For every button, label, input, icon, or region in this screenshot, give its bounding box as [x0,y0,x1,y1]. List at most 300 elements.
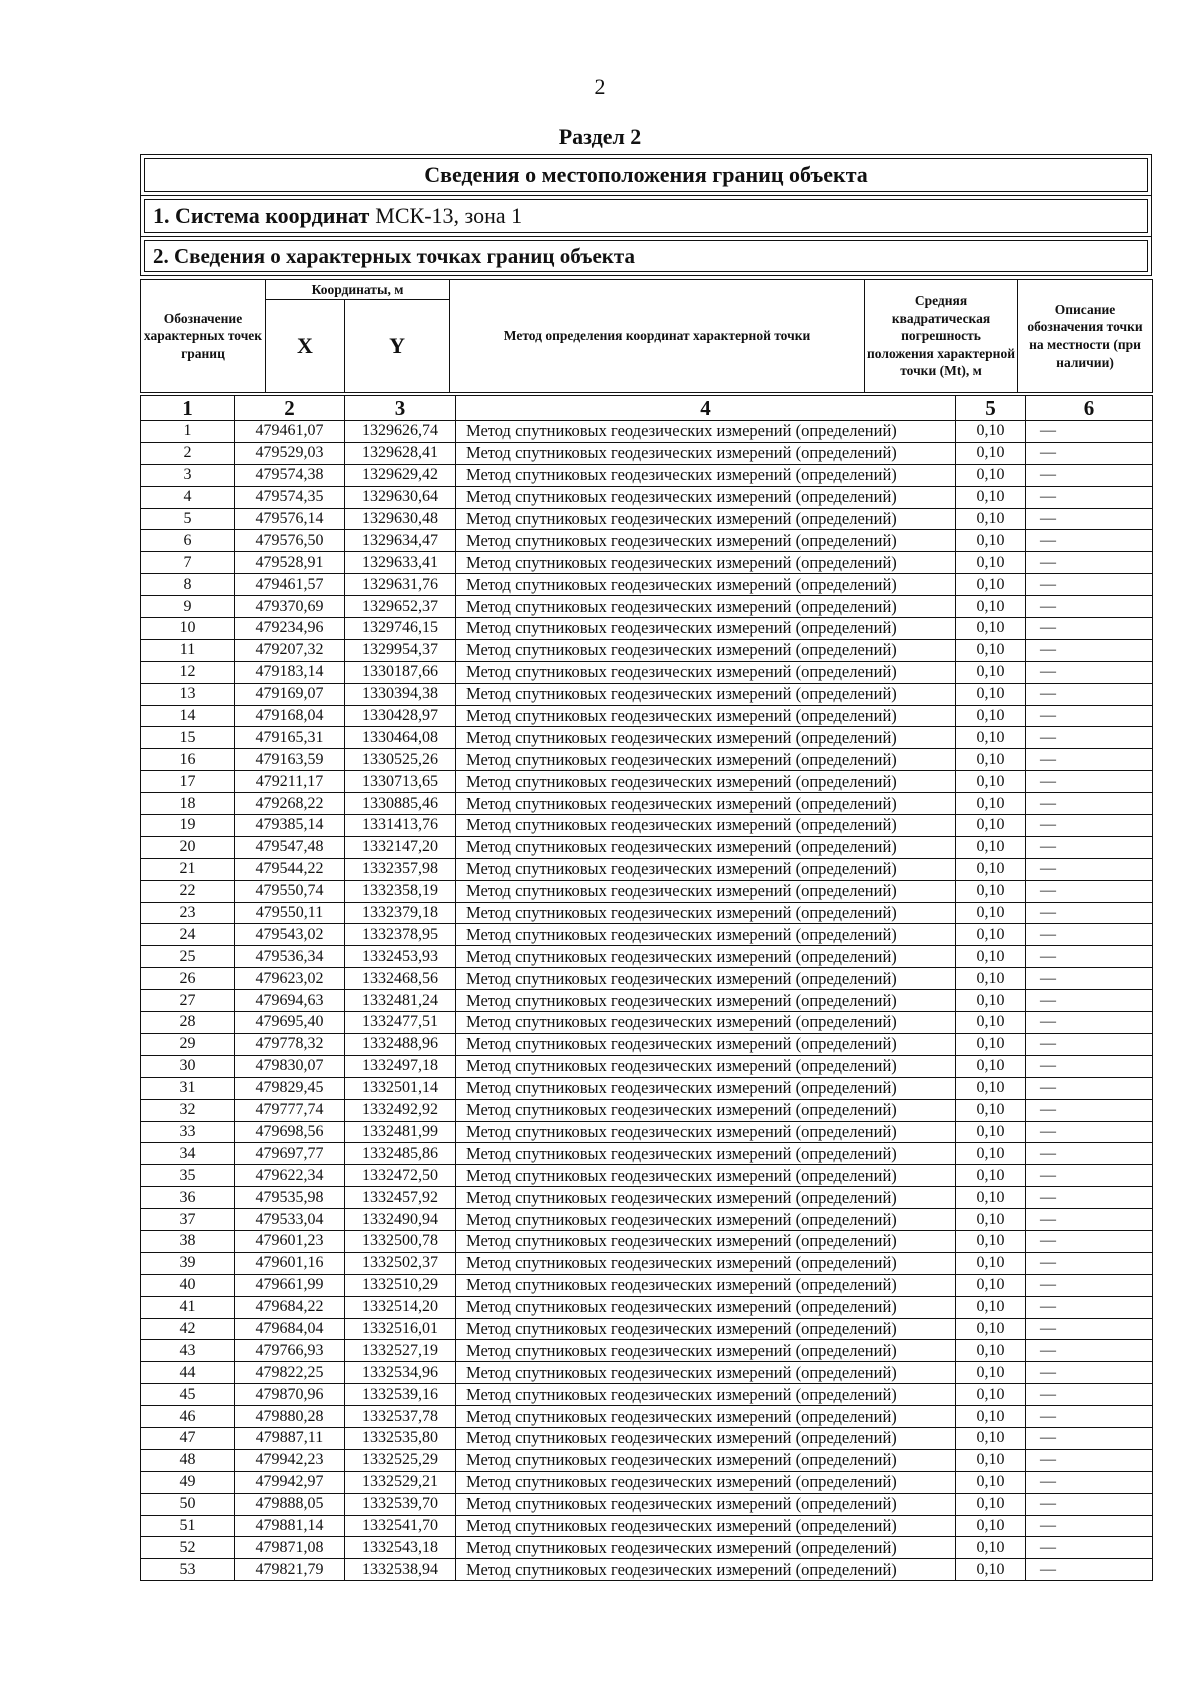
error-cell: 0,10 [956,1252,1026,1274]
description-cell: — [1026,618,1153,640]
point-number: 5 [141,508,235,530]
table-row [141,683,1153,705]
error-cell: 0,10 [956,727,1026,749]
table-row [141,749,1153,771]
coord-x: 479778,32 [235,1033,345,1055]
table-row [141,442,1153,464]
description-cell: — [1026,727,1153,749]
point-number: 29 [141,1033,235,1055]
coord-x: 479880,28 [235,1406,345,1428]
coord-x: 479385,14 [235,815,345,837]
coord-x: 479165,31 [235,727,345,749]
method-cell: Метод спутниковых геодезических измерений (определений) [456,1406,956,1428]
error-cell: 0,10 [956,858,1026,880]
table-row [141,552,1153,574]
table-row [141,1230,1153,1252]
coord-y: 1332525,29 [345,1449,456,1471]
error-cell: 0,10 [956,574,1026,596]
table-row [141,793,1153,815]
coord-y: 1332453,93 [345,946,456,968]
error-cell: 0,10 [956,1187,1026,1209]
error-cell: 0,10 [956,1515,1026,1537]
point-number: 39 [141,1252,235,1274]
table-row [141,1143,1153,1165]
error-cell: 0,10 [956,749,1026,771]
description-cell: — [1026,486,1153,508]
coord-x: 479601,23 [235,1230,345,1252]
coord-system-box [140,195,1152,237]
method-cell: Метод спутниковых геодезических измерений (определений) [456,705,956,727]
table-row [141,836,1153,858]
error-cell: 0,10 [956,1165,1026,1187]
description-cell: — [1026,1406,1153,1428]
description-cell: — [1026,661,1153,683]
coord-y: 1332538,94 [345,1559,456,1581]
method-cell: Метод спутниковых геодезических измерений (определений) [456,1493,956,1515]
point-number: 36 [141,1187,235,1209]
method-cell: Метод спутниковых геодезических измерений (определений) [456,1384,956,1406]
error-cell: 0,10 [956,1362,1026,1384]
point-number: 23 [141,902,235,924]
coord-y: 1332539,16 [345,1384,456,1406]
description-cell: — [1026,552,1153,574]
method-cell: Метод спутниковых геодезических измерений (определений) [456,946,956,968]
point-number: 52 [141,1537,235,1559]
coord-y: 1329630,48 [345,508,456,530]
description-cell: — [1026,1099,1153,1121]
error-cell: 0,10 [956,683,1026,705]
table-row [141,1515,1153,1537]
method-cell: Метод спутниковых геодезических измерений (определений) [456,1362,956,1384]
points-title: 2. Сведения о характерных точках границ объекта [153,243,635,268]
table-row [141,858,1153,880]
coord-x: 479574,35 [235,486,345,508]
point-number: 13 [141,683,235,705]
description-cell: — [1026,815,1153,837]
method-cell: Метод спутниковых геодезических измерений (определений) [456,836,956,858]
table-row [141,946,1153,968]
coord-y: 1332534,96 [345,1362,456,1384]
error-cell: 0,10 [956,1012,1026,1034]
coord-x: 479821,79 [235,1559,345,1581]
error-cell: 0,10 [956,1340,1026,1362]
coord-y: 1332147,20 [345,836,456,858]
coord-system-label: 1. Система координат [153,203,370,228]
point-number: 14 [141,705,235,727]
method-cell: Метод спутниковых геодезических измерений (определений) [456,1340,956,1362]
description-cell: — [1026,968,1153,990]
point-number: 33 [141,1121,235,1143]
error-cell: 0,10 [956,618,1026,640]
description-cell: — [1026,1165,1153,1187]
point-number: 46 [141,1406,235,1428]
description-cell: — [1026,508,1153,530]
description-cell: — [1026,639,1153,661]
table-row [141,1099,1153,1121]
method-cell: Метод спутниковых геодезических измерений (определений) [456,1033,956,1055]
method-cell: Метод спутниковых геодезических измерений (определений) [456,1252,956,1274]
table-header [140,279,1153,393]
description-cell: — [1026,1559,1153,1581]
method-cell: Метод спутниковых геодезических измерений (определений) [456,1099,956,1121]
table-row [141,1318,1153,1340]
method-cell: Метод спутниковых геодезических измерений (определений) [456,1165,956,1187]
coord-y: 1329652,37 [345,596,456,618]
header-coords: Координаты, м [266,280,450,300]
point-number: 6 [141,530,235,552]
description-cell: — [1026,1362,1153,1384]
coord-x: 479623,02 [235,968,345,990]
error-cell: 0,10 [956,508,1026,530]
point-number: 15 [141,727,235,749]
coord-x: 479695,40 [235,1012,345,1034]
table-row [141,1406,1153,1428]
point-number: 18 [141,793,235,815]
method-cell: Метод спутниковых геодезических измерений (определений) [456,924,956,946]
coord-x: 479888,05 [235,1493,345,1515]
coord-x: 479268,22 [235,793,345,815]
block-title-box [140,154,1152,196]
point-number: 27 [141,990,235,1012]
error-cell: 0,10 [956,1121,1026,1143]
column-number: 6 [1026,396,1153,421]
description-cell: — [1026,705,1153,727]
error-cell: 0,10 [956,1143,1026,1165]
coord-x: 479528,91 [235,552,345,574]
coord-x: 479697,77 [235,1143,345,1165]
coord-x: 479601,16 [235,1252,345,1274]
coord-y: 1332490,94 [345,1209,456,1231]
table-row [141,1427,1153,1449]
point-number: 2 [141,442,235,464]
table-row [141,1187,1153,1209]
coord-y: 1332537,78 [345,1406,456,1428]
point-number: 43 [141,1340,235,1362]
error-cell: 0,10 [956,902,1026,924]
table-row [141,530,1153,552]
method-cell: Метод спутниковых геодезических измерений (определений) [456,771,956,793]
point-number: 41 [141,1296,235,1318]
column-number: 1 [141,396,235,421]
table-row [141,1077,1153,1099]
description-cell: — [1026,880,1153,902]
method-cell: Метод спутниковых геодезических измерений (определений) [456,574,956,596]
point-number: 49 [141,1471,235,1493]
table-row [141,1274,1153,1296]
column-number: 5 [956,396,1026,421]
point-number: 22 [141,880,235,902]
coord-y: 1330187,66 [345,661,456,683]
method-cell: Метод спутниковых геодезических измерений (определений) [456,464,956,486]
error-cell: 0,10 [956,1209,1026,1231]
table-row [141,1493,1153,1515]
coord-x: 479461,57 [235,574,345,596]
coord-x: 479207,32 [235,639,345,661]
coord-y: 1332378,95 [345,924,456,946]
table-row [141,574,1153,596]
coord-y: 1331413,76 [345,815,456,837]
description-cell: — [1026,858,1153,880]
coord-x: 479777,74 [235,1099,345,1121]
coord-x: 479684,22 [235,1296,345,1318]
description-cell: — [1026,1209,1153,1231]
method-cell: Метод спутниковых геодезических измерений (определений) [456,1187,956,1209]
error-cell: 0,10 [956,552,1026,574]
coord-y: 1332502,37 [345,1252,456,1274]
points-table [140,395,1153,1581]
coord-y: 1332481,24 [345,990,456,1012]
coord-x: 479544,22 [235,858,345,880]
header-designation: Обозначение характерных точек границ [141,280,266,393]
coord-x: 479211,17 [235,771,345,793]
table-row [141,421,1153,443]
point-number: 38 [141,1230,235,1252]
description-cell: — [1026,924,1153,946]
coord-x: 479622,34 [235,1165,345,1187]
point-number: 7 [141,552,235,574]
error-cell: 0,10 [956,1099,1026,1121]
coord-x: 479822,25 [235,1362,345,1384]
description-cell: — [1026,1340,1153,1362]
coord-y: 1329629,42 [345,464,456,486]
method-cell: Метод спутниковых геодезических измерений (определений) [456,1559,956,1581]
table-row [141,486,1153,508]
error-cell: 0,10 [956,639,1026,661]
coord-y: 1332472,50 [345,1165,456,1187]
description-cell: — [1026,1121,1153,1143]
method-cell: Метод спутниковых геодезических измерений (определений) [456,1143,956,1165]
error-cell: 0,10 [956,530,1026,552]
header-y: Y [345,300,450,393]
error-cell: 0,10 [956,464,1026,486]
coord-x: 479234,96 [235,618,345,640]
method-cell: Метод спутниковых геодезических измерений (определений) [456,1296,956,1318]
coord-y: 1329954,37 [345,639,456,661]
coord-y: 1332379,18 [345,902,456,924]
description-cell: — [1026,1296,1153,1318]
coord-x: 479870,96 [235,1384,345,1406]
description-cell: — [1026,902,1153,924]
coord-x: 479163,59 [235,749,345,771]
coord-y: 1332501,14 [345,1077,456,1099]
error-cell: 0,10 [956,1055,1026,1077]
method-cell: Метод спутниковых геодезических измерений (определений) [456,442,956,464]
coord-y: 1329631,76 [345,574,456,596]
point-number: 37 [141,1209,235,1231]
method-cell: Метод спутниковых геодезических измерений (определений) [456,1449,956,1471]
table-row [141,1296,1153,1318]
description-cell: — [1026,1274,1153,1296]
point-number: 19 [141,815,235,837]
coord-x: 479871,08 [235,1537,345,1559]
coord-x: 479543,02 [235,924,345,946]
method-cell: Метод спутниковых геодезических измерений (определений) [456,661,956,683]
description-cell: — [1026,464,1153,486]
error-cell: 0,10 [956,968,1026,990]
table-row [141,639,1153,661]
coord-x: 479698,56 [235,1121,345,1143]
method-cell: Метод спутниковых геодезических измерений (определений) [456,421,956,443]
description-cell: — [1026,683,1153,705]
point-number: 11 [141,639,235,661]
table-row [141,1209,1153,1231]
table-row [141,815,1153,837]
point-number: 31 [141,1077,235,1099]
point-number: 12 [141,661,235,683]
header-x: X [266,300,345,393]
table-row [141,990,1153,1012]
coord-x: 479183,14 [235,661,345,683]
point-number: 40 [141,1274,235,1296]
description-cell: — [1026,771,1153,793]
method-cell: Метод спутниковых геодезических измерений (определений) [456,508,956,530]
coord-x: 479766,93 [235,1340,345,1362]
point-number: 44 [141,1362,235,1384]
table-row [141,1121,1153,1143]
description-cell: — [1026,1077,1153,1099]
point-number: 30 [141,1055,235,1077]
coord-y: 1329633,41 [345,552,456,574]
block-title: Сведения о местоположения границ объекта [424,162,868,187]
method-cell: Метод спутниковых геодезических измерений (определений) [456,552,956,574]
column-numbers-row [141,396,1153,421]
coord-x: 479535,98 [235,1187,345,1209]
coord-x: 479574,38 [235,464,345,486]
method-cell: Метод спутниковых геодезических измерений (определений) [456,815,956,837]
points-title-box [140,236,1152,276]
description-cell: — [1026,1427,1153,1449]
description-cell: — [1026,946,1153,968]
error-cell: 0,10 [956,1493,1026,1515]
method-cell: Метод спутниковых геодезических измерений (определений) [456,1077,956,1099]
coord-y: 1332492,92 [345,1099,456,1121]
point-number: 28 [141,1012,235,1034]
error-cell: 0,10 [956,442,1026,464]
error-cell: 0,10 [956,1559,1026,1581]
method-cell: Метод спутниковых геодезических измерений (определений) [456,968,956,990]
coord-y: 1332529,21 [345,1471,456,1493]
coord-x: 479942,23 [235,1449,345,1471]
point-number: 4 [141,486,235,508]
description-cell: — [1026,836,1153,858]
method-cell: Метод спутниковых геодезических измерений (определений) [456,1230,956,1252]
coord-y: 1329630,64 [345,486,456,508]
description-cell: — [1026,1471,1153,1493]
table-row [141,661,1153,683]
coord-y: 1330885,46 [345,793,456,815]
point-number: 17 [141,771,235,793]
coord-y: 1332457,92 [345,1187,456,1209]
table-row [141,1033,1153,1055]
method-cell: Метод спутниковых геодезических измерений (определений) [456,683,956,705]
table-row [141,880,1153,902]
coord-x: 479168,04 [235,705,345,727]
coord-x: 479576,50 [235,530,345,552]
description-cell: — [1026,1033,1153,1055]
method-cell: Метод спутниковых геодезических измерений (определений) [456,749,956,771]
error-cell: 0,10 [956,705,1026,727]
table-row [141,771,1153,793]
column-number: 2 [235,396,345,421]
header-error: Средняя квадратическая погрешность положения характерной точки (Mt), м [865,280,1018,393]
coord-x: 479942,97 [235,1471,345,1493]
point-number: 50 [141,1493,235,1515]
error-cell: 0,10 [956,924,1026,946]
table-row [141,596,1153,618]
coord-y: 1332357,98 [345,858,456,880]
point-number: 3 [141,464,235,486]
method-cell: Метод спутниковых геодезических измерений (определений) [456,1427,956,1449]
method-cell: Метод спутниковых геодезических измерений (определений) [456,1274,956,1296]
table-row [141,1559,1153,1581]
method-cell: Метод спутниковых геодезических измерений (определений) [456,639,956,661]
point-number: 9 [141,596,235,618]
header-description: Описание обозначения точки на местности (при наличии) [1018,280,1153,393]
method-cell: Метод спутниковых геодезических измерений (определений) [456,902,956,924]
coord-y: 1332543,18 [345,1537,456,1559]
description-cell: — [1026,574,1153,596]
coord-y: 1332541,70 [345,1515,456,1537]
point-number: 51 [141,1515,235,1537]
description-cell: — [1026,749,1153,771]
point-number: 48 [141,1449,235,1471]
coord-x: 479529,03 [235,442,345,464]
error-cell: 0,10 [956,1449,1026,1471]
method-cell: Метод спутниковых геодезических измерений (определений) [456,880,956,902]
error-cell: 0,10 [956,1296,1026,1318]
error-cell: 0,10 [956,793,1026,815]
coord-y: 1332516,01 [345,1318,456,1340]
table-row [141,1165,1153,1187]
method-cell: Метод спутниковых геодезических измерений (определений) [456,858,956,880]
point-number: 16 [141,749,235,771]
table-row [141,1055,1153,1077]
coord-x: 479694,63 [235,990,345,1012]
table-row [141,508,1153,530]
description-cell: — [1026,1187,1153,1209]
coord-x: 479829,45 [235,1077,345,1099]
coord-x: 479881,14 [235,1515,345,1537]
point-number: 24 [141,924,235,946]
section-title: Раздел 2 [558,124,642,149]
coord-y: 1332481,99 [345,1121,456,1143]
method-cell: Метод спутниковых геодезических измерений (определений) [456,1012,956,1034]
method-cell: Метод спутниковых геодезических измерений (определений) [456,1055,956,1077]
table-row [141,1340,1153,1362]
coord-y: 1332358,19 [345,880,456,902]
method-cell: Метод спутниковых геодезических измерений (определений) [456,618,956,640]
point-number: 1 [141,421,235,443]
column-number: 3 [345,396,456,421]
method-cell: Метод спутниковых геодезических измерений (определений) [456,727,956,749]
error-cell: 0,10 [956,661,1026,683]
coord-x: 479576,14 [235,508,345,530]
table-row [141,968,1153,990]
table-row [141,924,1153,946]
point-number: 47 [141,1427,235,1449]
method-cell: Метод спутниковых геодезических измерений (определений) [456,1121,956,1143]
table-row [141,1537,1153,1559]
error-cell: 0,10 [956,836,1026,858]
point-number: 45 [141,1384,235,1406]
coord-x: 479536,34 [235,946,345,968]
coord-x: 479550,11 [235,902,345,924]
error-cell: 0,10 [956,486,1026,508]
description-cell: — [1026,1449,1153,1471]
coord-y: 1330525,26 [345,749,456,771]
coord-x: 479547,48 [235,836,345,858]
error-cell: 0,10 [956,880,1026,902]
